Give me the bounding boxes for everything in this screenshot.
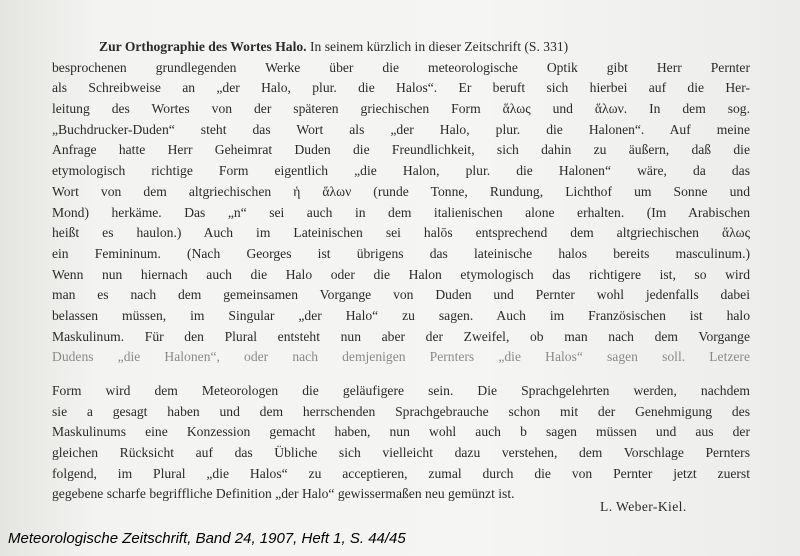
text-line: gegebene scharfe begriffliche Definition „der Halo“ gewissermaßen neu gemünzt ist. [52, 486, 515, 502]
text-line: heißt es haulon.) Auch im Lateinischen sei halōs entsprechend dem altgriechischen ἅλως [52, 225, 750, 241]
author-signature: L. Weber-Kiel. [600, 499, 687, 514]
text-line: Maskulinum. Für den Plural entsteht nun aber der Zweifel, ob man nach dem Vorgange [52, 328, 750, 344]
text-line: Wort von dem altgriechischen ἡ ἅλων (runde Tonne, Rundung, Lichthof um Sonne und [52, 183, 750, 199]
text-line: Maskulinums eine Konzession gemacht haben, nun wohl auch b sagen müssen und aus der [52, 424, 750, 440]
text-line: folgend, im Plural „die Halos“ zu acceptieren, zumal durch die von Pernter jetzt zuerst [52, 465, 750, 481]
article-title: Zur Orthographie des Wortes Halo. [99, 39, 307, 54]
text-line: sie a gesagt haben und dem herrschenden Sprachgebrauche schon mit der Genehmigung des [52, 403, 750, 419]
text-line: man es nach dem gemeinsamen Vorgange von Duden und Pernter wohl jedenfalls dabei [52, 287, 750, 303]
source-caption: Meteorologische Zeitschrift, Band 24, 1907, Heft 1, S. 44/45 [8, 530, 406, 547]
text-line: Wenn nun hiernach auch die Halo oder die Halon etymologisch das richtigere ist, so wird [52, 266, 750, 282]
text-line: Anfrage hatte Herr Geheimrat Duden die Freundlichkeit, sich dahin zu äußern, daß die [52, 142, 750, 158]
article-first-line [52, 37, 750, 58]
text-line: gleichen Rücksicht auf das Übliche sich vielleicht dazu verstehen, dem Vorschlage Pernters [52, 445, 750, 461]
article-text [52, 37, 750, 505]
text-line: belassen müssen, im Singular „der Halo“ zu sagen. Auch im Französischen ist halo [52, 307, 750, 323]
text-line: leitung des Wortes von der späteren griechischen Form ἅλως und ἅλων. In dem sog. [52, 101, 750, 117]
text-line: besprochenen grundlegenden Werke über die meteorologische Optik gibt Herr Pernter [52, 59, 750, 75]
text-line: als Schreibweise an „der Halo, plur. die Halos“. Er beruft sich hierbei auf die Her- [52, 80, 750, 96]
text-line: „Buchdrucker-Duden“ steht das Wort als „der Halo, plur. die Halonen“. Auf meine [52, 121, 750, 137]
text-line: In seinem kürzlich in dieser Zeitschrift (S. 331) [306, 39, 569, 54]
text-line: ein Femininum. (Nach Georges ist übrigens das lateinische halos bereits masculinum.) [52, 245, 750, 261]
text-line: Form wird dem Meteorologen die geläufigere sein. Die Sprachgelehrten werden, nachdem [52, 383, 750, 398]
text-line: Mond) herkäme. Das „n“ sei auch in dem italienischen alone erhalten. (Im Arabischen [52, 204, 750, 220]
text-line: etymologisch richtige Form eigentlich „die Halon, plur. die Halonen“ wäre, da das [52, 163, 750, 179]
text-line: Dudens „die Halonen“, oder nach demjenigen Pernters „die Halos“ sagen soll. Letzere [52, 349, 750, 365]
